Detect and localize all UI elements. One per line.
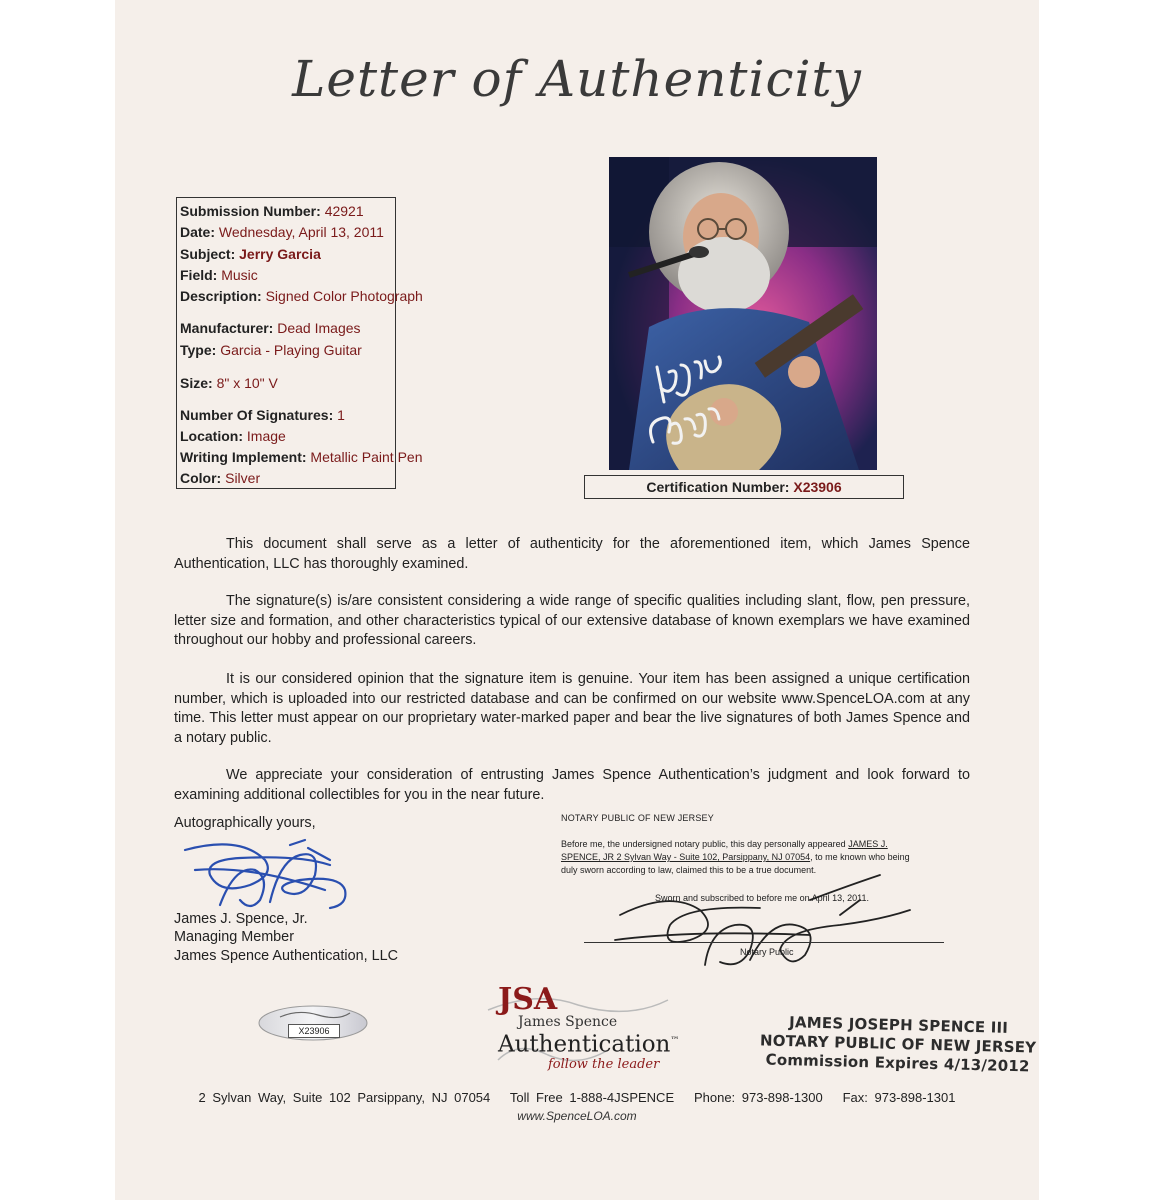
- jsa-logo: [498, 982, 680, 1073]
- document-title: Letter of Authenticity: [292, 50, 862, 108]
- paragraph-2: The signature(s) is/are consistent considering a wide range of specific qualities including slant, flow, pen pressure, letter size and formation, and other characteristics typical of our extensive database of known exemplars we have examined throughout our hobby and professional careers.: [174, 593, 970, 648]
- footer-website[interactable]: www.SpenceLOA.com: [517, 1109, 637, 1123]
- info-submission-number: Submission Number: 42921: [180, 203, 364, 219]
- footer-contact: [115, 1090, 1039, 1105]
- footer-fax: Fax: 973-898-1301: [842, 1090, 956, 1105]
- hologram-number: X23906: [288, 1024, 340, 1038]
- jsa-mark: JSA: [498, 982, 558, 1017]
- spence-signature: [180, 830, 360, 915]
- notary-signature: [610, 870, 920, 980]
- info-number-of-signatures: Number Of Signatures: 1: [180, 407, 345, 423]
- notary-public-label: Notary Public: [740, 947, 794, 957]
- info-color: Color: Silver: [180, 470, 261, 486]
- paragraph-4: We appreciate your consideration of entrusting James Spence Authentication’s judgment and look forward to examining additional collectibles for you in the near future.: [174, 767, 970, 803]
- info-field: Field: Music: [180, 267, 258, 283]
- notary-heading: NOTARY PUBLIC OF NEW JERSEY: [561, 813, 714, 823]
- notary-stamp: [759, 1012, 1037, 1076]
- footer-phone: Phone: 973-898-1300: [693, 1090, 823, 1105]
- signed-photograph: [609, 157, 877, 470]
- jsa-line2: Authentication™: [498, 1031, 680, 1058]
- jsa-line1: James Spence: [518, 1014, 618, 1030]
- info-date: Date: Wednesday, April 13, 2011: [180, 224, 384, 240]
- stamp-line-1: JAMES JOSEPH SPENCE III: [788, 1013, 1009, 1037]
- hologram-sticker: [258, 1005, 368, 1041]
- info-description: Description: Signed Color Photograph: [180, 288, 423, 304]
- info-size: Size: 8" x 10" V: [180, 375, 278, 391]
- info-subject: Subject: Jerry Garcia: [180, 246, 321, 262]
- photo-image: [609, 157, 877, 470]
- info-writing-implement: Writing Implement: Metallic Paint Pen: [180, 449, 423, 465]
- footer-address: 2 Sylvan Way, Suite 102 Parsippany, NJ 07054: [198, 1090, 491, 1105]
- footer-tollfree: Toll Free 1-888-4JSPENCE: [509, 1090, 675, 1105]
- info-manufacturer: Manufacturer: Dead Images: [180, 320, 361, 336]
- info-location: Location: Image: [180, 428, 286, 444]
- paragraph-3: It is our considered opinion that the signature item is genuine. Your item has been assigned a unique certification number, which is uploaded into our restricted database and can be confirmed on our website www.SpenceLOA.com at any time. This letter must appear on our proprietary water-marked paper and bear the live signatures of both James Spence and a notary public.: [174, 671, 970, 746]
- notary-sworn-line: Sworn and subscribed to before me on April 13, 2011.: [655, 893, 869, 903]
- notary-statement: Before me, the undersigned notary public, this day personally appeared JAMES J. SPENCE, JR 2 Sylvan Way - Suite 102, Parsippany, NJ 07054, to me known who being duly sworn according to law, claimed this to be a true document.: [561, 839, 910, 875]
- paragraph-1: This document shall serve as a letter of authenticity for the aforementioned item, which James Spence Authentication, LLC has thoroughly examined.: [174, 536, 970, 572]
- stamp-line-2: NOTARY PUBLIC OF NEW JERSEY: [759, 1031, 1037, 1057]
- certification-number-box: Certification Number: X23906: [584, 475, 904, 499]
- closing-salutation: Autographically yours,: [174, 815, 316, 831]
- info-type: Type: Garcia - Playing Guitar: [180, 342, 362, 358]
- signer-company: James Spence Authentication, LLC: [174, 948, 398, 964]
- notary-signature-line: [584, 942, 944, 943]
- signer-role: Managing Member: [174, 929, 294, 945]
- jsa-tagline: follow the leader: [548, 1056, 660, 1072]
- stamp-line-3: Commission Expires 4/13/2012: [765, 1050, 1030, 1076]
- signer-name: James J. Spence, Jr.: [174, 911, 308, 927]
